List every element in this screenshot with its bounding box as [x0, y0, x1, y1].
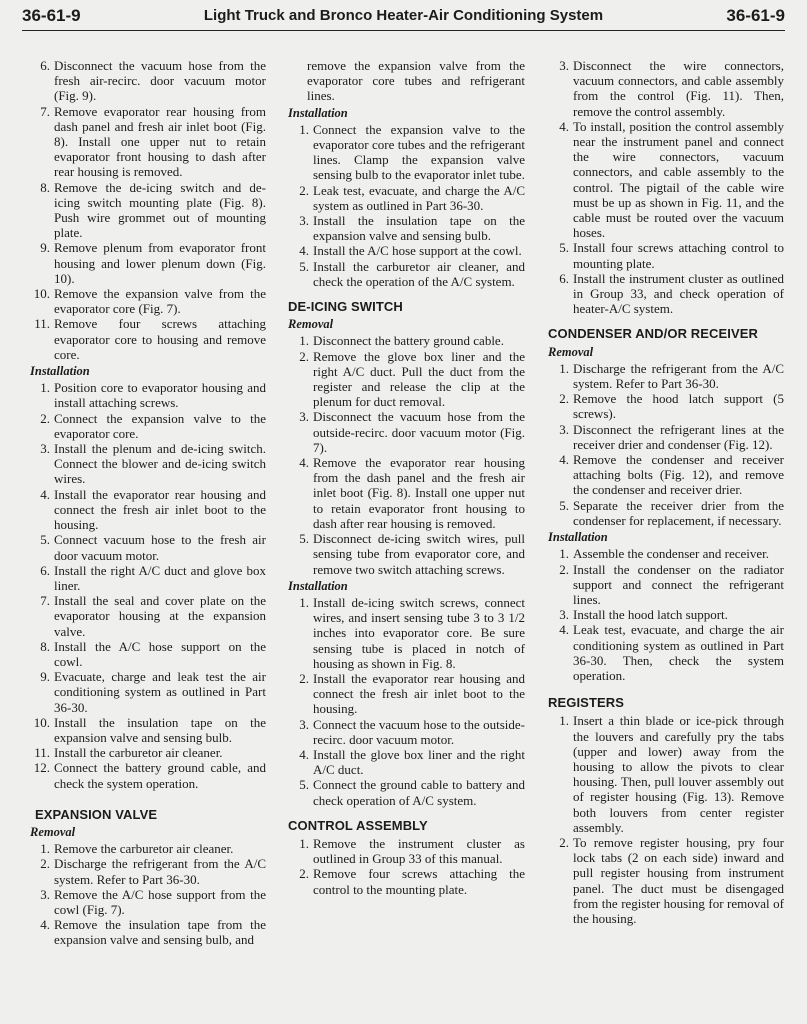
item-text: Disconnect the refrigerant lines at the receiver drier and condenser (Fig. 12). [573, 421, 784, 452]
item-text: Remove the expansion valve from the evaporator core (Fig. 7). [54, 286, 266, 317]
item-number: 1. [559, 546, 569, 562]
item-number: 3. [299, 213, 309, 229]
list-item [288, 409, 525, 455]
list-item [548, 391, 784, 421]
item-number: 1. [299, 121, 309, 137]
list-item [30, 286, 266, 316]
list-item [30, 760, 266, 790]
item-text: Disconnect the vacuum hose from the outside-recirc. door vacuum motor (Fig. 7). [313, 409, 525, 455]
de-icing-removal-list [288, 333, 525, 576]
list-item [30, 593, 266, 639]
item-number: 3. [40, 886, 50, 902]
registers-list [548, 713, 784, 926]
item-text: Install de-icing switch screws, connect wires, and insert sensing tube 3 to 3 1/2 inches into evaporator core. Be sure sensing tube is placed in notch of housing as shown in Fig. 8. [313, 594, 525, 671]
item-text: Install the A/C hose support at the cowl. [313, 243, 522, 259]
de-icing-switch-title: DE-ICING SWITCH [288, 299, 403, 315]
list-item [288, 213, 525, 243]
item-number: 1. [559, 713, 569, 729]
item-text: Connect the battery ground cable, and check the system operation. [54, 760, 266, 791]
item-text: Leak test, evacuate, and charge the A/C system as outlined in Part 36-30. [313, 182, 525, 213]
list-item [288, 671, 525, 717]
item-number: 1. [299, 835, 309, 851]
list-item [288, 183, 525, 213]
item-number: 2. [299, 348, 309, 364]
de-icing-installation-list [288, 595, 525, 808]
item-text: Position core to evaporator housing and install attaching screws. [54, 380, 266, 411]
item-number: 4. [299, 746, 309, 762]
item-text: Separate the receiver drier from the condenser for replacement, if necessary. [573, 497, 784, 528]
page-number-left: 36-61-9 [22, 6, 81, 25]
item-number: 5. [559, 497, 569, 513]
list-item [288, 455, 525, 531]
item-text: Remove the evaporator rear housing from the dash panel and the fresh air inlet boot (Fig. 8). Install one upper nut to retain evaporator front housing to dash after rear housing is removed. [313, 455, 525, 531]
item-number: 1. [299, 333, 309, 349]
item-text: Disconnect the wire connectors, vacuum connectors, and cable assembly from the control (Fig. 11). Then, remove the control assembly. [573, 58, 784, 119]
item-number: 2. [299, 670, 309, 686]
list-item [30, 380, 266, 410]
list-item [30, 856, 266, 886]
item-text: Remove plenum from evaporator front housing and lower plenum down (Fig. 10). [54, 240, 266, 286]
item-number: 1. [559, 360, 569, 376]
list-item [30, 715, 266, 745]
item-text: Install the instrument cluster as outlined in Group 33, and check operation of heater-A/C system. [573, 270, 784, 317]
item-text: To install, position the control assembly near the instrument panel and connect the wire connectors, vacuum connectors, and cable assembly to the control. The pigtail of the cable wire must be up as shown in Fig. 11, and the cable must be routed over the vacuum hoses. [573, 118, 784, 241]
item-text: Install the right A/C duct and glove box liner. [54, 562, 266, 593]
evaporator-removal-list [30, 58, 266, 362]
item-number: 5. [299, 258, 309, 274]
item-number: 3. [299, 716, 309, 732]
list-item [30, 58, 266, 104]
list-item [30, 411, 266, 441]
list-item [288, 747, 525, 777]
expansion-valve-removal-list [30, 841, 266, 947]
list-item [548, 452, 784, 498]
item-number: 11. [34, 316, 50, 332]
item-number: 8. [40, 638, 50, 654]
list-item [288, 531, 525, 577]
installation-heading: Installation [288, 578, 348, 593]
condenser-installation-list [548, 546, 784, 683]
list-item [30, 563, 266, 593]
item-text: Remove the insulation tape from the expansion valve and sensing bulb, and [54, 917, 266, 948]
item-text: Install the condenser on the radiator support and connect the refrigerant lines. [573, 561, 784, 607]
item-number: 1. [299, 594, 309, 610]
item-text: Disconnect de-icing switch wires, pull sensing tube from evaporator core, and remove two switch attaching screws. [313, 531, 525, 577]
item-text: Assemble the condenser and receiver. [573, 546, 770, 562]
removal-heading: Removal [30, 824, 76, 839]
item-number: 2. [559, 834, 569, 850]
item-text: Remove the de-icing switch and de-icing switch mounting plate (Fig. 8). Push wire grommet out of mounting plate. [54, 179, 266, 241]
item-number: 3. [299, 409, 309, 425]
item-text: Leak test, evacuate, and charge the air conditioning system as outlined in Part 36-30. Then, check the system operation. [573, 622, 784, 683]
page-number-right: 36-61-9 [726, 6, 785, 25]
list-item [548, 498, 784, 528]
item-text: Discharge the refrigerant from the A/C system. Refer to Part 36-30. [573, 360, 784, 392]
item-text: Install the evaporator rear housing and connect the fresh air inlet boot to the housing. [313, 670, 525, 717]
item-text: Install the hood latch support. [573, 607, 728, 623]
item-number: 5. [299, 777, 309, 793]
control-assembly-title: CONTROL ASSEMBLY [288, 817, 428, 833]
registers-title: REGISTERS [548, 695, 625, 711]
list-item [30, 639, 266, 669]
item-number: 10. [33, 714, 50, 730]
removal-heading: Removal [288, 317, 334, 332]
expansion-valve-installation-list [288, 122, 525, 289]
installation-heading: Installation [288, 105, 348, 120]
item-text: Install the A/C hose support on the cowl. [54, 638, 266, 669]
item-number: 1. [40, 841, 50, 857]
removal-heading: Removal [548, 344, 594, 359]
control-assembly-list [288, 836, 525, 897]
item-number: 6. [40, 562, 50, 578]
list-item [548, 562, 784, 608]
item-text: Remove four screws attaching evaporator core to housing and remove core. [54, 316, 266, 362]
page-title: Light Truck and Bronco Heater-Air Conditioning System [203, 7, 604, 24]
item-number: 7. [40, 103, 50, 119]
list-item [548, 835, 784, 926]
item-text: Connect the expansion valve to the evaporator core. [54, 410, 266, 441]
installation-heading: Installation [30, 364, 90, 379]
item-number: 5. [299, 531, 309, 547]
list-item [548, 422, 784, 452]
condenser-receiver-title: CONDENSER AND/OR RECEIVER [548, 326, 759, 342]
item-number: 3. [559, 607, 569, 623]
list-item [30, 316, 266, 362]
column-2 [288, 58, 525, 897]
item-number: 6. [40, 58, 50, 73]
item-text: Install the plenum and de-icing switch. Connect the blower and de-icing switch wires. [54, 441, 266, 487]
item-number: 5. [40, 532, 50, 548]
column-3 [548, 58, 784, 926]
item-number: 8. [40, 179, 50, 195]
item-number: 4. [299, 455, 309, 471]
item-number: 3. [40, 441, 50, 457]
list-item [288, 717, 525, 747]
evaporator-installation-list [30, 380, 266, 790]
item-text: Connect the expansion valve to the evaporator core tubes and the refrigerant lines. Clamp the expansion valve sensing bulb to the evaporator inlet tube. [313, 121, 525, 183]
item-number: 2. [559, 561, 569, 577]
item-number: 2. [299, 182, 309, 198]
list-item [548, 622, 784, 683]
column-1 [30, 58, 266, 948]
list-item [30, 180, 266, 241]
item-number: 4. [559, 452, 569, 468]
item-text: Install four screws attaching control to mounting plate. [573, 240, 784, 271]
item-number: 9. [40, 240, 50, 256]
item-number: 4. [40, 486, 50, 502]
list-item [548, 58, 784, 119]
item-text: Insert a thin blade or ice-pick through the louvers and carefully pry the tabs (upper and lower) away from the housing to allow the pivots to clear housing. Then, pull louver assembly out of register housing (Fig. 13). Remove both louvers from center register assembly. [573, 713, 784, 835]
list-item [30, 104, 266, 180]
item-number: 11. [34, 745, 50, 761]
item-number: 4. [559, 622, 569, 638]
item-text: To remove register housing, pry four lock tabs (2 on each side) inward and pull register housing from instrument panel. The duct must be disengaged from the register housing for removal of the housing. [573, 834, 784, 926]
item-text: Disconnect the battery ground cable. [313, 333, 504, 349]
list-item [288, 866, 525, 896]
item-text: Install the glove box liner and the right A/C duct. [313, 746, 525, 778]
list-item [30, 240, 266, 286]
condenser-removal-list [548, 361, 784, 528]
item-text: Discharge the refrigerant from the A/C system. Refer to Part 36-30. [54, 856, 266, 887]
list-item [30, 917, 266, 947]
item-text: Remove evaporator rear housing from dash panel and fresh air inlet boot (Fig. 8). Install one upper nut to retain evaporator front housing to dash after rear housing is removed. [54, 103, 266, 180]
item-text: Remove the instrument cluster as outlined in Group 33 of this manual. [313, 835, 525, 867]
item-text: Install the insulation tape on the expansion valve and sensing bulb. [313, 213, 525, 244]
list-item [548, 361, 784, 391]
item-text: Install the carburetor air cleaner. [54, 745, 223, 761]
list-item [288, 333, 525, 348]
list-item [548, 119, 784, 241]
list-item [548, 546, 784, 561]
item-number: 2. [559, 391, 569, 407]
continued-text: remove the expansion valve from the evaporator core tubes and refrigerant lines. [307, 58, 525, 104]
item-number: 5. [559, 240, 569, 256]
item-text: Connect vacuum hose to the fresh air door vacuum motor. [54, 532, 266, 563]
item-text: Evacuate, charge and leak test the air conditioning system as outlined in Part 36-30. [54, 669, 266, 715]
item-text: Install the evaporator rear housing and connect the fresh air inlet boot to the housing. [54, 486, 266, 533]
list-item [30, 887, 266, 917]
list-item [548, 607, 784, 622]
item-number: 7. [40, 593, 50, 609]
list-item [288, 349, 525, 410]
list-item [548, 240, 784, 270]
item-text: Connect the ground cable to battery and check operation of A/C system. [313, 777, 525, 808]
item-text: Remove the glove box liner and the right A/C duct. Pull the duct from the register and release the clip at the plenum for duct removal. [313, 348, 525, 410]
list-item [30, 441, 266, 487]
list-item [30, 745, 266, 760]
list-item [30, 487, 266, 533]
control-assembly-list-continued [548, 58, 784, 316]
item-number: 2. [40, 856, 50, 872]
item-text: Install the carburetor air cleaner, and check the operation of the A/C system. [313, 258, 525, 289]
list-item [548, 713, 784, 835]
list-item [30, 669, 266, 715]
item-text: Connect the vacuum hose to the outside-recirc. door vacuum motor. [313, 716, 525, 747]
item-number: 3. [559, 421, 569, 437]
item-number: 10. [33, 286, 50, 302]
list-item [30, 841, 266, 856]
installation-heading: Installation [548, 530, 608, 545]
expansion-valve-title: EXPANSION VALVE [35, 806, 158, 822]
list-item [288, 122, 525, 183]
item-number: 3. [559, 58, 569, 73]
item-text: Install the insulation tape on the expansion valve and sensing bulb. [54, 714, 266, 745]
list-item [288, 243, 525, 258]
item-number: 4. [299, 243, 309, 259]
list-item [288, 259, 525, 289]
list-item [288, 836, 525, 866]
item-text: Remove the hood latch support (5 screws). [573, 391, 784, 422]
item-number: 4. [40, 917, 50, 933]
list-item [30, 532, 266, 562]
item-number: 1. [40, 380, 50, 396]
item-number: 12. [33, 760, 50, 776]
list-item [288, 777, 525, 807]
list-item [288, 595, 525, 671]
item-text: Install the seal and cover plate on the evaporator housing at the expansion valve. [54, 593, 266, 639]
item-number: 2. [299, 866, 309, 882]
item-number: 4. [559, 118, 569, 134]
item-text: Remove the A/C hose support from the cowl (Fig. 7). [54, 886, 266, 917]
item-number: 9. [40, 669, 50, 685]
item-text: Remove four screws attaching the control to the mounting plate. [313, 866, 525, 897]
page-header [22, 6, 785, 31]
item-text: Remove the condenser and receiver attaching bolts (Fig. 12), and remove the condenser and receiver drier. [573, 452, 784, 498]
list-item [548, 271, 784, 317]
item-number: 2. [40, 410, 50, 426]
item-text: Remove the carburetor air cleaner. [54, 841, 234, 857]
item-text: Disconnect the vacuum hose from the fresh air-recirc. door vacuum motor (Fig. 9). [54, 58, 266, 104]
item-number: 6. [559, 270, 569, 286]
